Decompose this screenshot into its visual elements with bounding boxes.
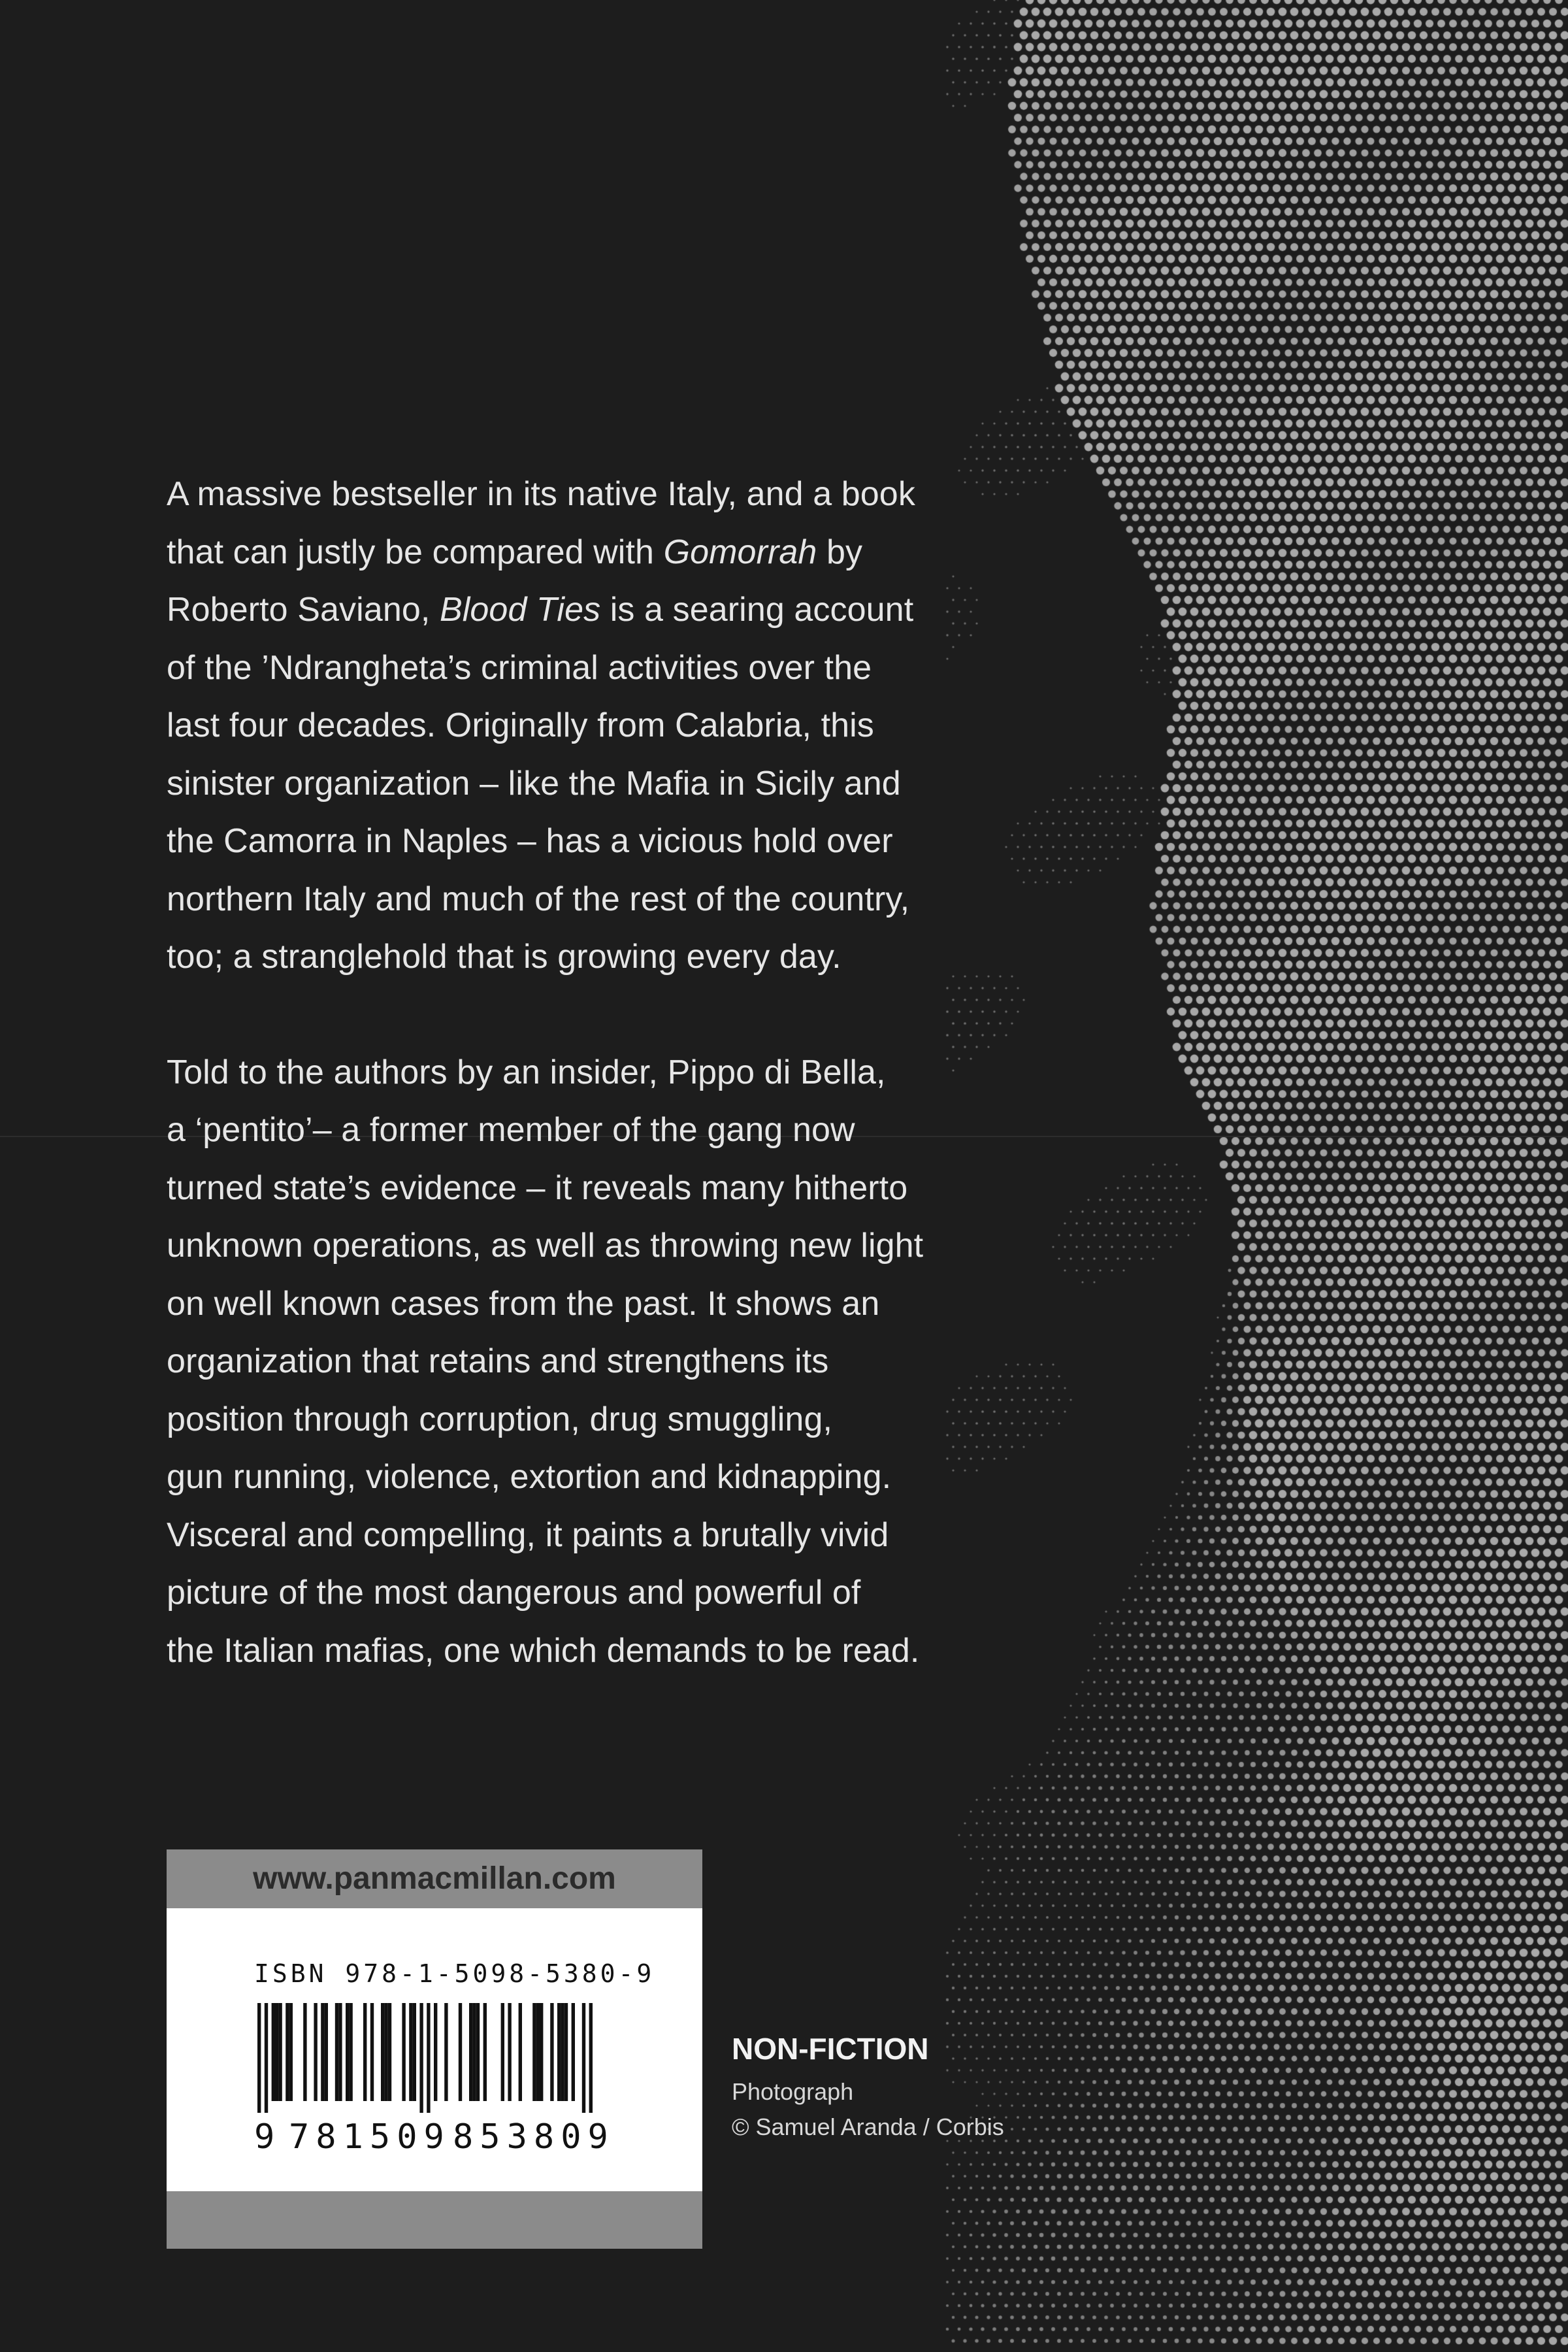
blurb-paragraph-1 (167, 465, 1016, 986)
barcode-bar (472, 2003, 476, 2101)
barcode-bar (303, 2003, 306, 2101)
blurb-line (167, 639, 1016, 697)
barcode-bar (363, 2003, 367, 2101)
blurb-line (167, 1159, 1016, 1217)
publisher-website: www.panmacmillan.com (167, 1849, 702, 1908)
barcode-bar (325, 2003, 328, 2101)
barcode-bar (286, 2003, 289, 2101)
blurb-text-run: Told to the authors by an insider, Pippo di Bella, (167, 1053, 886, 1091)
barcode-bar (561, 2003, 564, 2101)
blurb-text-run: gun running, violence, extortion and kidnapping. (167, 1458, 892, 1496)
barcode-bar (384, 2003, 387, 2101)
barcode-lead-digit: 9 (254, 2117, 282, 2157)
blurb-text-run: turned state’s evidence – it reveals many hitherto (167, 1168, 908, 1207)
genre-label: NON-FICTION (732, 2032, 929, 2066)
barcode-bar (338, 2003, 342, 2101)
blurb-text-run: the Camorra in Naples – has a vicious hold over (167, 822, 893, 860)
blurb-line (167, 1044, 1016, 1102)
blurb-line (167, 755, 1016, 813)
blurb-line (167, 465, 1016, 523)
barcode-bar (335, 2003, 338, 2101)
blurb-text-run: northern Italy and much of the rest of the country, (167, 880, 910, 918)
barcode-bar (519, 2003, 522, 2101)
barcode-bar (346, 2003, 349, 2101)
barcode-bar (257, 2003, 261, 2113)
barcode-bar (501, 2003, 504, 2101)
barcode-bar (427, 2003, 430, 2113)
blurb-text-run: of the ’Ndrangheta’s criminal activities over the (167, 648, 872, 687)
barcode-bar (508, 2003, 511, 2101)
blurb-text-run: that can justly be compared with (167, 533, 664, 571)
barcode-bar (444, 2003, 448, 2101)
barcode-bar (265, 2003, 268, 2113)
blurb-line (167, 1564, 1016, 1622)
barcode-bar (349, 2003, 352, 2101)
barcode-right-digits: 853809 (453, 2117, 615, 2157)
blurb-line (167, 1333, 1016, 1391)
barcode-bar (434, 2003, 437, 2101)
blurb-text-run: Roberto Saviano, (167, 591, 440, 629)
barcode-bar (582, 2003, 585, 2113)
barcode-bar (388, 2003, 391, 2101)
barcode-bar (536, 2003, 540, 2101)
blurb-text-run: position through corruption, drug smuggling, (167, 1400, 833, 1438)
blurb-text-run: a ‘pentito’– a former member of the gang now (167, 1111, 855, 1149)
credits-block (732, 2031, 1004, 2145)
barcode-bar (564, 2003, 568, 2101)
photo-credit: © Samuel Aranda / Corbis (732, 2113, 1004, 2140)
blurb-line (167, 1622, 1016, 1680)
barcode-bar (532, 2003, 536, 2101)
barcode-bar (314, 2003, 317, 2101)
barcode-bar (272, 2003, 275, 2101)
barcode-bar (402, 2003, 405, 2101)
blurb-text-run: A massive bestseller in its native Italy, and a book (167, 475, 915, 513)
barcode-bar (381, 2003, 384, 2101)
blurb-text-run: Visceral and compelling, it paints a brutally vivid (167, 1516, 889, 1554)
barcode-bar (419, 2003, 423, 2113)
barcode-bar (370, 2003, 374, 2101)
barcode-bar (409, 2003, 412, 2101)
blurb-text-run: organization that retains and strengthens its (167, 1342, 829, 1380)
blurb-line (167, 697, 1016, 755)
blurb-text-run: is a searing account (600, 591, 914, 629)
blurb-text-run: picture of the most dangerous and powerful of (167, 1574, 861, 1612)
blurb-line (167, 1391, 1016, 1449)
barcode-footer-band (167, 2191, 702, 2249)
barcode-bar (540, 2003, 543, 2101)
book-title-italic: Blood Ties (439, 591, 601, 629)
blurb-text-run: unknown operations, as well as throwing new light (167, 1227, 924, 1265)
blurb-text (167, 465, 1016, 1680)
barcode-bar (459, 2003, 462, 2101)
blurb-text-run: too; a stranglehold that is growing every day. (167, 938, 841, 976)
blurb-text-run: on well known cases from the past. It shows an (167, 1284, 880, 1323)
blurb-line (167, 1275, 1016, 1333)
blurb-line (167, 870, 1016, 929)
blurb-text-run: the Italian mafias, one which demands to be read. (167, 1631, 920, 1670)
barcode-bar (572, 2003, 575, 2101)
barcode-bar (469, 2003, 472, 2101)
blurb-text-run: by (817, 533, 863, 571)
barcode-bar (289, 2003, 293, 2101)
barcode-bar (589, 2003, 593, 2113)
barcode-bar (557, 2003, 561, 2101)
blurb-line (167, 812, 1016, 870)
barcode-bar (550, 2003, 553, 2101)
blurb-text-run: last four decades. Originally from Calabria, this (167, 706, 874, 744)
barcode-bar (321, 2003, 324, 2101)
book-title-italic: Gomorrah (663, 533, 817, 571)
blurb-line (167, 1217, 1016, 1275)
barcode-bar (278, 2003, 282, 2101)
blurb-line (167, 1506, 1016, 1565)
blurb-line (167, 1448, 1016, 1506)
blurb-line (167, 1101, 1016, 1159)
ean-barcode (257, 2003, 610, 2114)
barcode-left-digits: 781509 (289, 2117, 451, 2157)
barcode-bar (483, 2003, 487, 2101)
barcode-panel (167, 1849, 702, 2249)
barcode-bar (476, 2003, 480, 2101)
blurb-text-run: sinister organization – like the Mafia in Sicily and (167, 764, 901, 803)
barcode-bar (275, 2003, 278, 2101)
blurb-line (167, 928, 1016, 986)
blurb-line (167, 523, 1016, 582)
blurb-paragraph-2 (167, 1044, 1016, 1680)
barcode-bar (413, 2003, 416, 2101)
blurb-line (167, 581, 1016, 639)
isbn-label: ISBN 978-1-5098-5380-9 (254, 1959, 655, 1988)
photo-label: Photograph (732, 2078, 854, 2105)
